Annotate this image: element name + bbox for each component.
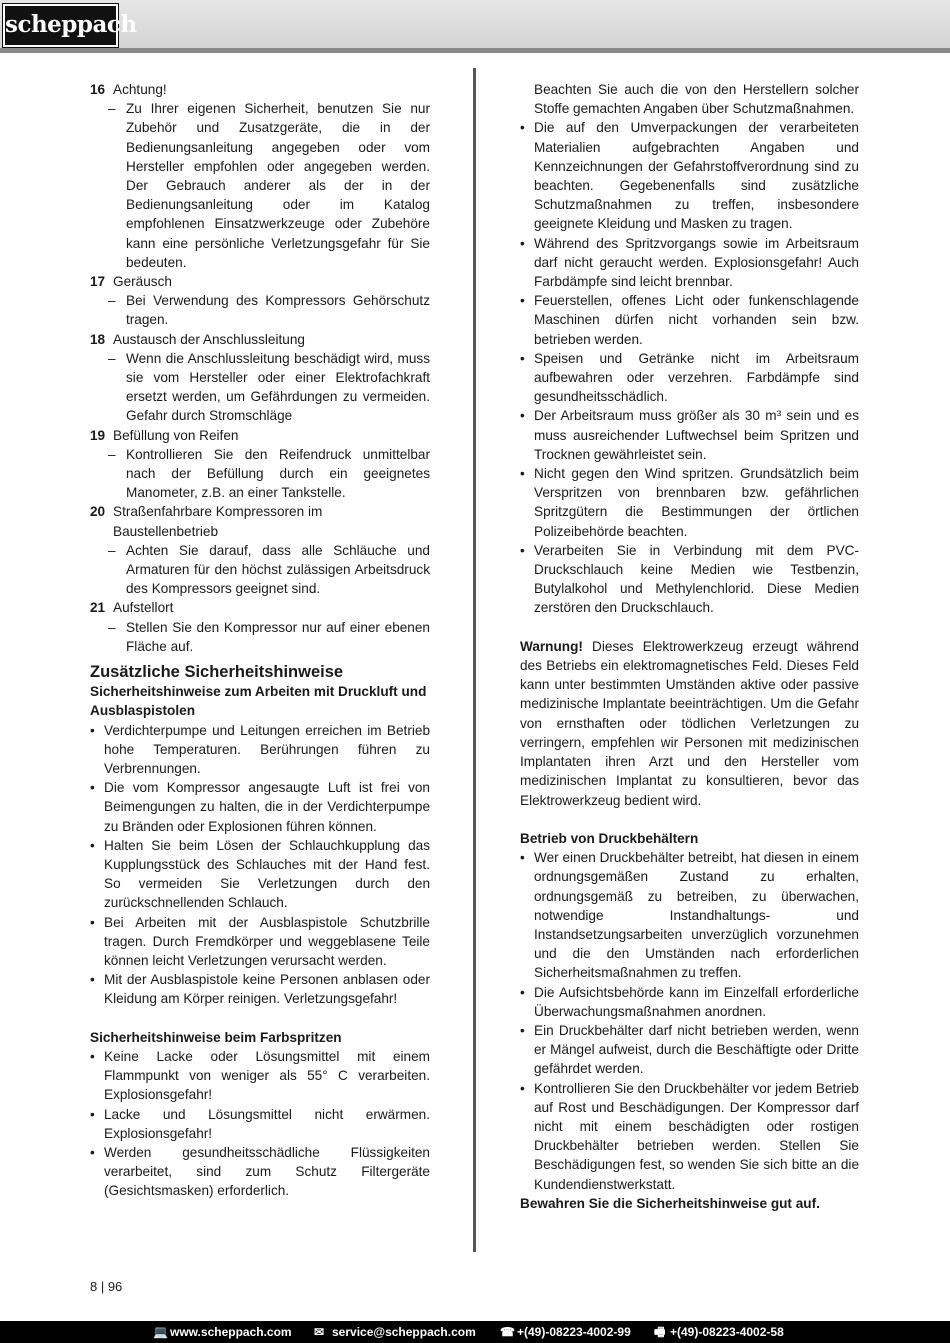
list-item <box>520 406 859 464</box>
bullet-mark: • <box>520 408 525 424</box>
sub-item-text: Bei Verwendung des Kompressors Gehörschutz tragen. <box>126 293 430 328</box>
list-item <box>520 291 859 349</box>
farbspritzen-list-continued <box>520 118 859 617</box>
item-title: Befüllung von Reifen <box>113 427 239 443</box>
bullet-text: Verdichterpumpe und Leitungen erreichen im Betrieb hohe Temperaturen. Berührungen führen zu Verbrennungen. <box>104 722 430 776</box>
bullet-mark: • <box>520 235 525 251</box>
list-item <box>520 349 859 407</box>
list-item <box>520 1079 859 1194</box>
druckbehaelter-list <box>520 848 859 1194</box>
bullet-mark: • <box>520 350 525 366</box>
sub-item <box>108 349 430 426</box>
bullet-mark: • <box>520 466 525 482</box>
bullet-text: Verarbeiten Sie in Verbindung mit dem PVC-Druckschlauch keine Medien wie Testbenzin, Butylalkohol und Methylenchlorid. Diese Medien zerstören den Druckschlauch. <box>534 542 859 616</box>
bullet-mark: • <box>520 1022 525 1038</box>
item-title: Geräusch <box>113 274 172 290</box>
closing-note: Bewahren Sie die Sicherheitshinweise gut auf. <box>520 1195 820 1211</box>
item-title: Straßenfahrbare Kompressoren im Baustellenbetrieb <box>113 504 323 539</box>
list-item <box>90 721 430 779</box>
phone-icon: ☎ <box>500 1325 515 1339</box>
bullet-text: Mit der Ausblaspistole keine Personen anblasen oder Kleidung am Körper reinigen. Verletzungsgefahr! <box>104 972 430 1007</box>
bullet-text: Die auf den Umverpackungen der verarbeiteten Materialien aufgebrachten Angaben und Kennzeichnungen der Gefahrstoffverordnung sind zu beachten. Gegebenenfalls sind zusätzliche Schutzmaßnahmen zu treffen, insbesondere geeignete Kleidung und Masken zu tragen. <box>534 120 859 232</box>
item-number: 19 <box>90 427 106 443</box>
bullet-mark: • <box>90 780 95 796</box>
warning-label: Warnung! <box>520 638 583 654</box>
dash-mark: – <box>108 542 116 558</box>
bullet-mark: • <box>520 850 525 866</box>
druckluft-list <box>90 721 430 1009</box>
sub-item <box>108 291 430 329</box>
item-number: 18 <box>90 331 106 347</box>
scheppach-logo: scheppach <box>3 4 118 47</box>
farbspritzen-heading: Sicherheitshinweise beim Farbspritzen <box>90 1029 342 1045</box>
bullet-mark: • <box>520 293 525 309</box>
sub-item-text: Zu Ihrer eigenen Sicherheit, benutzen Sie nur Zubehör und Zusatzgeräte, die in der Bedienungsanleitung angegeben oder vom Hersteller empfohlen oder angegeben werden. Der Gebrauch anderer als der in der Bedienungsanleitung oder im Katalog empfohlenen Einsatzwerkzeuge oder Zubehöre kann eine persönliche Verletzungsgefahr für Sie bedeuten. <box>126 101 430 270</box>
numbered-item <box>90 598 430 617</box>
list-item <box>90 913 430 971</box>
sub-item <box>108 541 430 599</box>
bullet-text: Während des Spritzvorgangs sowie im Arbeitsraum darf nicht geraucht werden. Explosionsgefahr! Auch Farbdämpfe sind leicht brennbar. <box>534 235 859 290</box>
item-number: 21 <box>90 600 106 616</box>
bullet-mark: • <box>90 1144 95 1160</box>
sub-item-text: Kontrollieren Sie den Reifendruck unmittelbar nach der Befüllung durch ein geeignetes Manometer, z.B. an einer Tankstelle. <box>126 446 430 501</box>
bullet-text: Bei Arbeiten mit der Ausblaspistole Schutzbrille tragen. Durch Fremdkörper und weggeblasene Teile können leicht Verletzungen verursacht werden. <box>104 914 430 968</box>
bullet-text: Die Aufsichtsbehörde kann im Einzelfall erforderliche Überwachungsmaßnahmen anordnen. <box>534 984 859 1019</box>
bullet-text: Speisen und Getränke nicht im Arbeitsraum aufbewahren oder verzehren. Farbdämpfe sind gesundheitsschädlich. <box>534 350 859 405</box>
email-link[interactable]: service@scheppach.com <box>332 1325 476 1339</box>
bullet-mark: • <box>90 837 95 853</box>
bullet-mark: • <box>90 914 95 930</box>
list-item <box>520 541 859 618</box>
item-number: 16 <box>90 82 106 97</box>
list-item <box>520 464 859 541</box>
item-number: 17 <box>90 274 106 290</box>
sub-item-text: Wenn die Anschlussleitung beschädigt wird, muss sie vom Hersteller oder einer Elektrofachkraft ersetzt werden, um Gefährdungen zu vermeiden. Gefahr durch Stromschläge <box>126 350 430 424</box>
computer-icon: 💻 <box>153 1325 168 1339</box>
envelope-icon: ✉ <box>314 1325 325 1339</box>
list-item <box>520 983 859 1021</box>
header-bar <box>0 0 950 48</box>
fax-number: +(49)-08223-4002-58 <box>670 1325 784 1339</box>
warning-paragraph <box>520 637 859 810</box>
bullet-mark: • <box>520 1080 525 1096</box>
bullet-text: Werden gesundheitsschädliche Flüssigkeiten verarbeitet, sind zum Schutz Filtergeräte (Gesichtsmasken) erforderlich. <box>104 1144 430 1199</box>
bullet-mark: • <box>520 542 525 558</box>
header-divider <box>0 48 950 53</box>
numbered-list <box>90 80 430 656</box>
numbered-item <box>90 330 430 349</box>
bullet-mark: • <box>520 120 525 136</box>
bullet-text: Wer einen Druckbehälter betreibt, hat diesen in einem ordnungsgemäßen Zustand zu erhalten, ordnungsgemäß zu betreiben, zu überwachen, notwendige Instandhaltungs- und Instandsetzungsarbeiten unverzüglich vorzunehmen und die den Umständen nach erforderlichen Sicherheitsmaßnahmen zu treffen. <box>534 850 859 981</box>
bullet-text: Der Arbeitsraum muss größer als 30 m³ sein und es muss ausreichender Luftwechsel beim Spritzen und Trocknen gewährleistet sein. <box>534 408 859 462</box>
bullet-text: Ein Druckbehälter darf nicht betrieben werden, wenn er Mängel aufweist, durch die Beschäftigte oder Dritte gefährdet werden. <box>534 1022 859 1077</box>
website-link[interactable]: www.scheppach.com <box>170 1325 292 1339</box>
bullet-text: Halten Sie beim Lösen der Schlauchkupplung das Kupplungsstück des Schlauches mit der Hand fest. So vermeiden Sie Verletzungen durch den zurückschnellenden Schlauch. <box>104 837 430 911</box>
list-item <box>90 1047 430 1105</box>
list-item <box>520 118 859 233</box>
list-item <box>90 1105 430 1143</box>
bullet-mark: • <box>90 1106 95 1122</box>
phone-number: +(49)-08223-4002-99 <box>517 1325 631 1339</box>
dash-mark: – <box>108 619 116 635</box>
numbered-item <box>90 426 430 445</box>
numbered-item <box>90 502 430 540</box>
item-title: Austausch der Anschlussleitung <box>113 331 305 347</box>
page-number: 8 | 96 <box>90 1279 123 1294</box>
fax-icon: 🖷 <box>654 1325 666 1339</box>
dash-mark: – <box>108 293 116 309</box>
list-item <box>90 778 430 836</box>
item-title: Achtung! <box>113 82 167 97</box>
bullet-mark: • <box>520 984 525 1000</box>
list-item <box>520 848 859 982</box>
list-item <box>520 234 859 292</box>
dash-mark: – <box>108 350 116 366</box>
left-column <box>90 80 430 1201</box>
bullet-text: Die vom Kompressor angesaugte Luft ist frei von Beimengungen zu halten, die in der Verdichterpumpe zu Bränden oder Explosionen führen können. <box>104 780 430 834</box>
bullet-mark: • <box>90 722 95 738</box>
column-divider <box>473 68 476 1252</box>
bullet-text: Nicht gegen den Wind spritzen. Grundsätzlich beim Verspritzen von brennbaren bzw. gefährlichen Spritzgütern die Bestimmungen der örtlichen Polizeibehörde beachten. <box>534 466 859 539</box>
druckbehaelter-heading: Betrieb von Druckbehältern <box>520 830 699 846</box>
bullet-text: Keine Lacke oder Lösungsmittel mit einem Flammpunkt von weniger als 55° C verarbeiten. Explosionsgefahr! <box>104 1048 430 1103</box>
druckluft-heading: Sicherheitshinweise zum Arbeiten mit Druckluft und Ausblaspistolen <box>90 684 427 719</box>
bullet-text: Lacke und Lösungsmittel nicht erwärmen. Explosionsgefahr! <box>104 1106 430 1141</box>
bullet-mark: • <box>90 972 95 988</box>
warning-text: Dieses Elektrowerkzeug erzeugt während des Betriebs ein elektromagnetisches Feld. Dieses Feld kann unter bestimmten Umständen aktive oder passive medizinische Implantate beeinträchtigen. Um die Gefahr von ernsthaften oder tödlichen Verletzungen zu verringern, empfehlen wir Personen mit medizinischen Implantaten ihren Arzt und den Hersteller vom medizinischen Implantat zu konsultieren, bevor das Elektrowerkzeug bedient wird. <box>520 638 859 808</box>
bullet-mark: • <box>90 1048 95 1064</box>
list-item <box>90 1143 430 1201</box>
sub-item-text: Stellen Sie den Kompressor nur auf einer ebenen Fläche auf. <box>126 619 430 654</box>
bullet-text: Feuerstellen, offenes Licht oder funkenschlagende Maschinen dürfen nicht vorhanden sein bzw. betrieben werden. <box>534 293 859 347</box>
list-item <box>520 80 859 118</box>
list-item <box>90 836 430 913</box>
section-title: Zusätzliche Sicherheitshinweise <box>90 663 344 682</box>
list-item <box>520 1021 859 1079</box>
sub-item <box>108 99 430 272</box>
item-number: 20 <box>90 504 106 520</box>
item-title: Aufstellort <box>113 600 174 616</box>
right-column <box>520 80 859 1213</box>
list-item <box>90 970 430 1008</box>
sub-item <box>108 618 430 656</box>
sub-item <box>108 445 430 503</box>
farbspritzen-list <box>90 1047 430 1201</box>
numbered-item <box>90 80 430 99</box>
sub-item-text: Achten Sie darauf, dass alle Schläuche und Armaturen für den höchst zulässigen Arbeitsdruck des Kompressors geeignet sind. <box>126 542 430 597</box>
footer-bar <box>0 1321 950 1343</box>
numbered-item <box>90 272 430 291</box>
bullet-text: Kontrollieren Sie den Druckbehälter vor jedem Betrieb auf Rost und Beschädigungen. Der Kompressor darf nicht mit einem beschädigten oder rostigen Druckbehälter betrieben werden. Stellen Sie Beschädigungen fest, so wenden Sie sich bitte an die Kundendienstwerkstatt. <box>534 1080 859 1192</box>
dash-mark: – <box>108 446 116 462</box>
dash-mark: – <box>108 101 116 117</box>
continued-text: Beachten Sie auch die von den Herstellern solcher Stoffe gemachten Angaben über Schutzmaßnahmen. <box>534 82 859 117</box>
